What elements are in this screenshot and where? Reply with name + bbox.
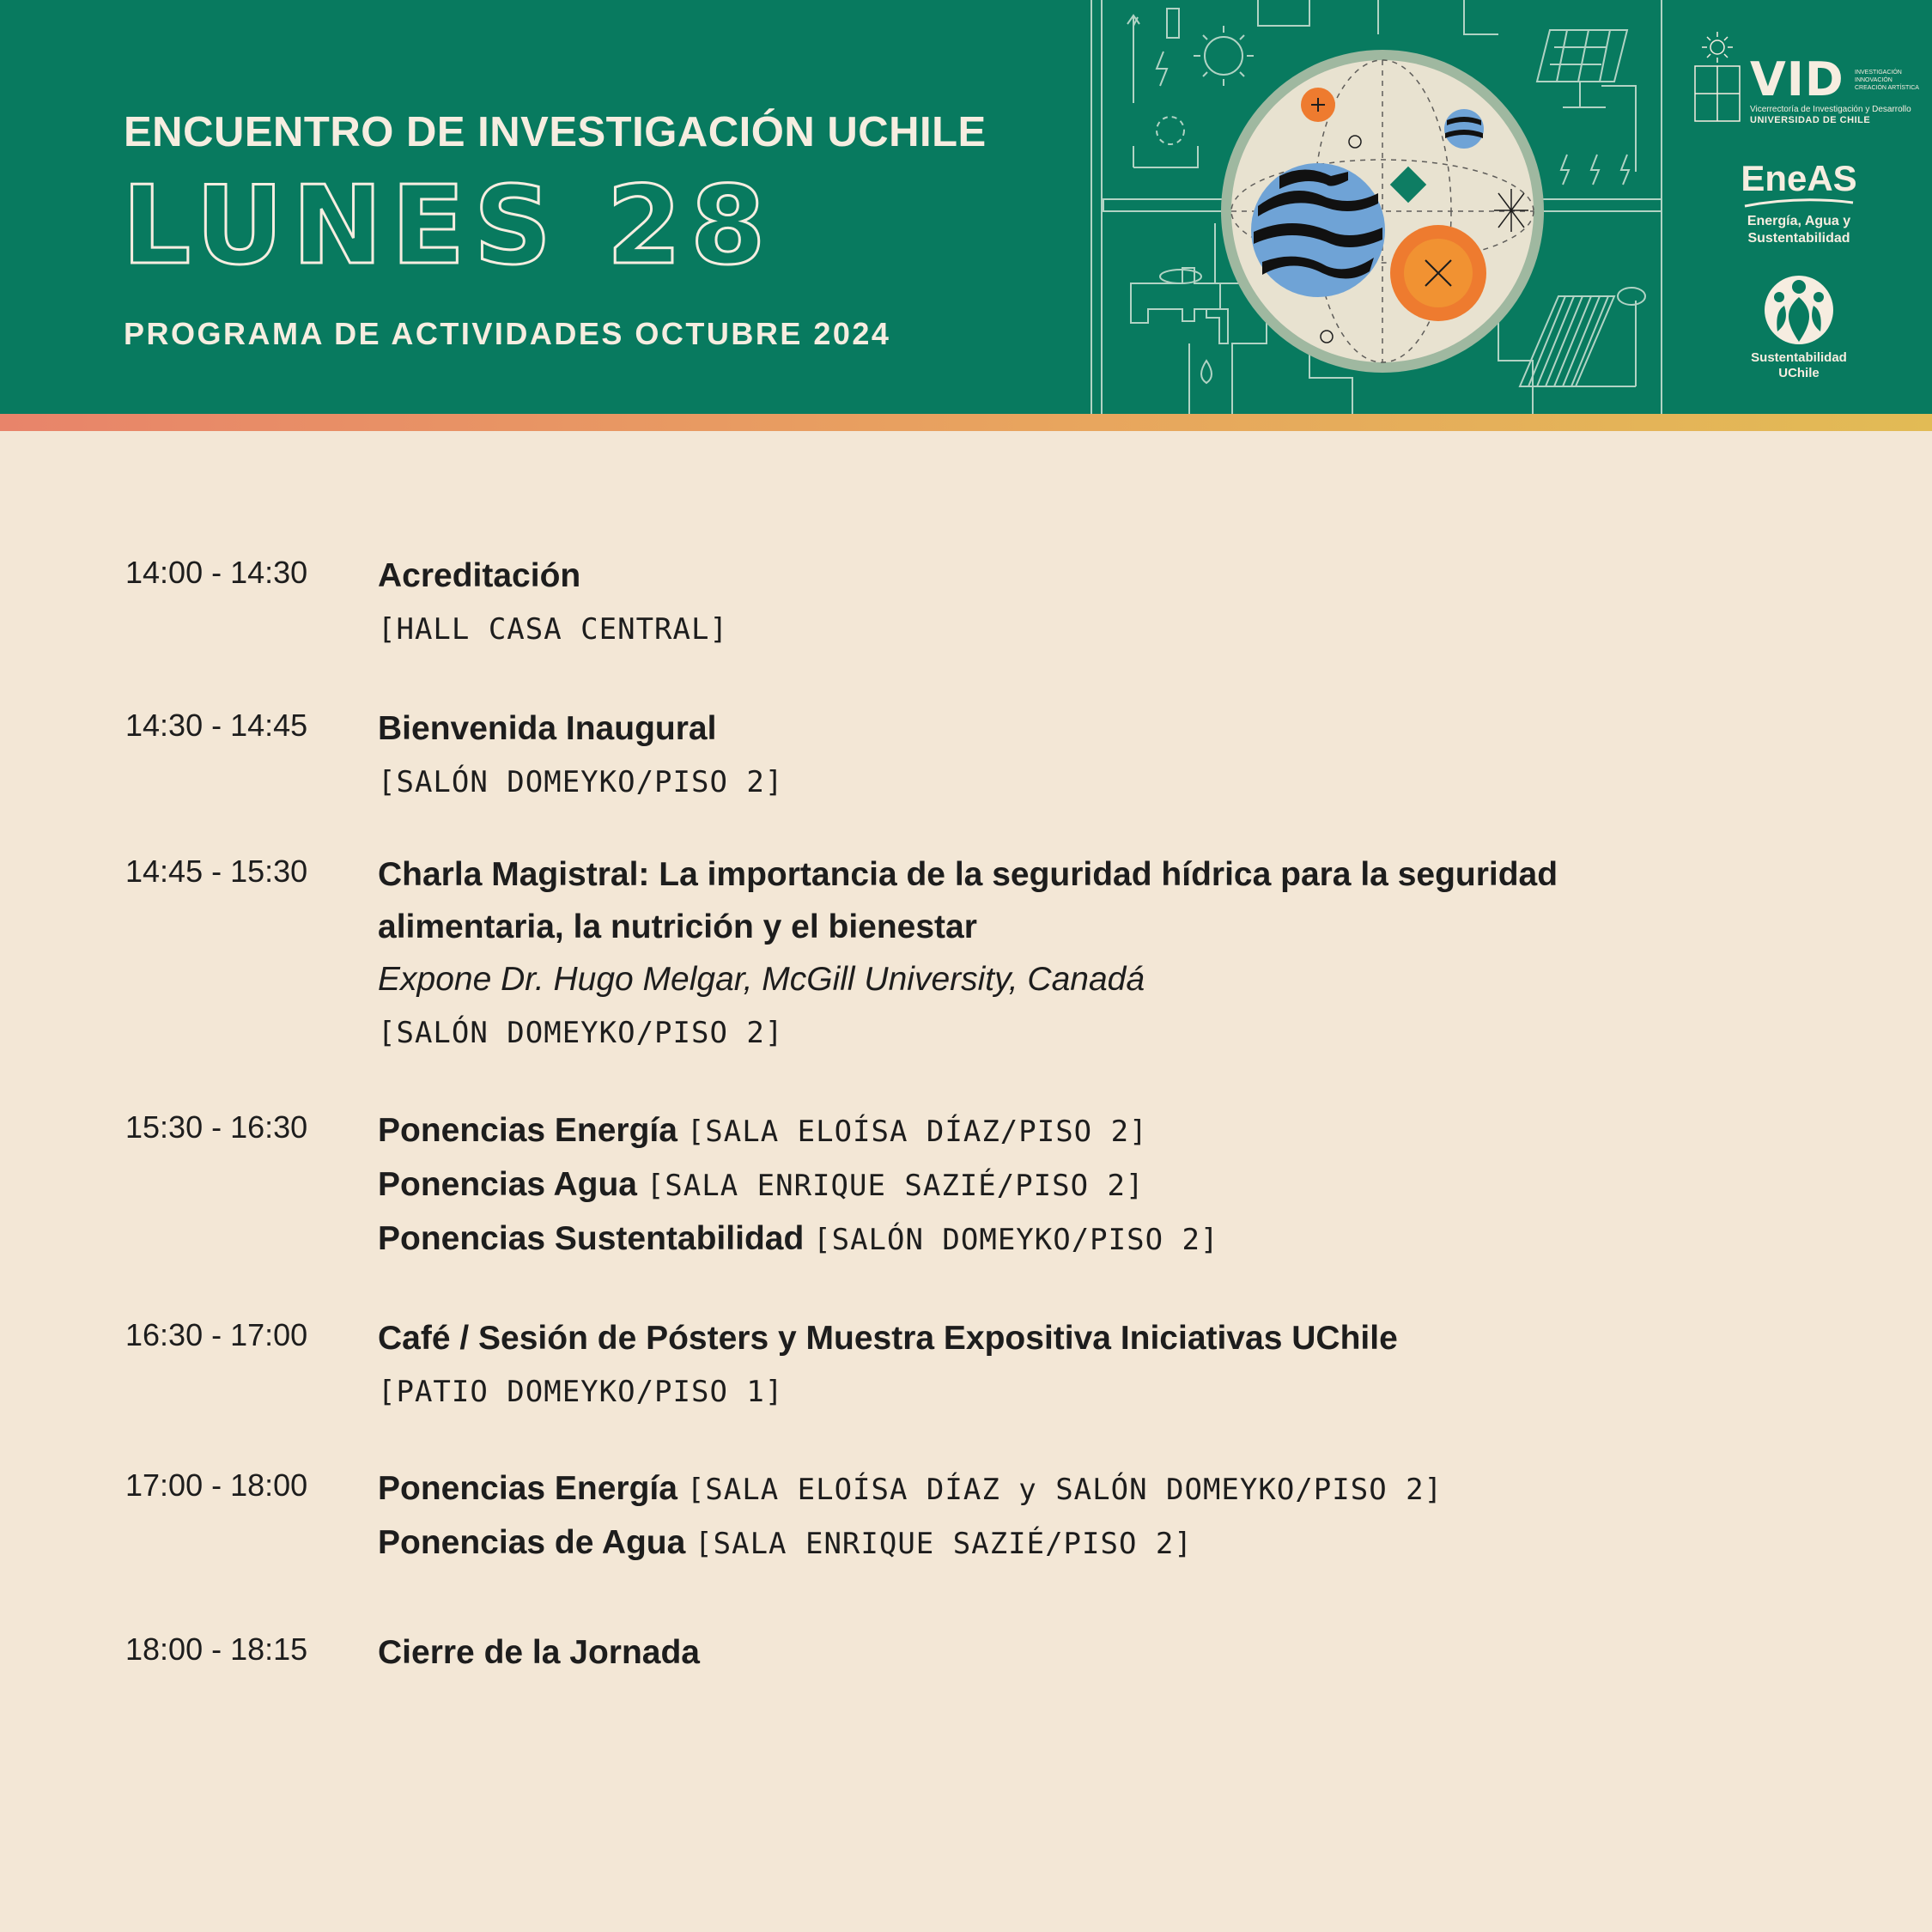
vid-tagline-2: INNOVACIÓN	[1855, 77, 1893, 83]
sust-sub-1: Sustentabilidad	[1751, 350, 1847, 365]
activity-location: [SALA ENRIQUE SAZIÉ/PISO 2]	[695, 1527, 1193, 1561]
activity-location: [PATIO DOMEYKO/PISO 1]	[378, 1375, 784, 1409]
activity-title: Ponencias Agua	[378, 1166, 637, 1203]
activity-location: [SALA ELOÍSA DÍAZ/PISO 2]	[686, 1115, 1148, 1149]
time-slot: 14:00 - 14:30	[125, 555, 308, 590]
activity-title-cont: alimentaria, la nutrición y el bienestar	[378, 908, 977, 945]
activity-speaker: Expone Dr. Hugo Melgar, McGill University, Canadá	[378, 961, 1145, 998]
activity-location: [HALL CASA CENTRAL]	[378, 612, 728, 647]
time-slot: 17:00 - 18:00	[125, 1467, 308, 1503]
eneas-sub-1: Energía, Agua y	[1747, 214, 1851, 228]
activity-title: Ponencias Energía	[378, 1470, 677, 1507]
activity-location: [SALÓN DOMEYKO/PISO 2]	[378, 765, 784, 799]
activity-title: Café / Sesión de Pósters y Muestra Expositiva Iniciativas UChile	[378, 1320, 1398, 1357]
time-slot: 18:00 - 18:15	[125, 1631, 308, 1667]
activity-location: [SALA ENRIQUE SAZIÉ/PISO 2]	[646, 1169, 1145, 1203]
day-title: LUNES 28	[122, 162, 775, 289]
activity-title: Cierre de la Jornada	[378, 1634, 700, 1671]
vid-tagline-3: CREACIÓN ARTÍSTICA	[1855, 85, 1919, 91]
program-subtitle: PROGRAMA DE ACTIVIDADES OCTUBRE 2024	[124, 316, 891, 351]
activity-location: [SALA ELOÍSA DÍAZ y SALÓN DOMEYKO/PISO 2]	[686, 1473, 1443, 1507]
time-slot: 14:45 - 15:30	[125, 854, 308, 889]
activity-title: Ponencias de Agua	[378, 1524, 686, 1561]
eneas-sub-2: Sustentabilidad	[1747, 231, 1850, 246]
sust-sub-2: UChile	[1778, 366, 1820, 380]
activity-title: Bienvenida Inaugural	[378, 710, 717, 747]
activity-location: [SALÓN DOMEYKO/PISO 2]	[378, 1016, 784, 1050]
vid-sub-1: Vicerrectoría de Investigación y Desarrollo	[1750, 105, 1911, 114]
time-slot: 16:30 - 17:00	[125, 1317, 308, 1352]
activity-location: [SALÓN DOMEYKO/PISO 2]	[813, 1223, 1219, 1257]
activity-title: Ponencias Energía	[378, 1112, 677, 1149]
vid-sub-2: UNIVERSIDAD DE CHILE	[1750, 115, 1871, 125]
event-title: ENCUENTRO DE INVESTIGACIÓN UCHILE	[124, 109, 987, 155]
time-slot: 15:30 - 16:30	[125, 1109, 308, 1145]
vid-tagline-1: INVESTIGACIÓN	[1855, 70, 1902, 76]
vid-logo: VID	[1750, 52, 1844, 106]
activity-title: Charla Magistral: La importancia de la seguridad hídrica para la seguridad	[378, 856, 1558, 893]
time-slot: 14:30 - 14:45	[125, 708, 308, 743]
activity-title: Acreditación	[378, 557, 581, 594]
eneas-logo: EneAS	[1741, 158, 1857, 198]
activity-title: Ponencias Sustentabilidad	[378, 1220, 805, 1257]
